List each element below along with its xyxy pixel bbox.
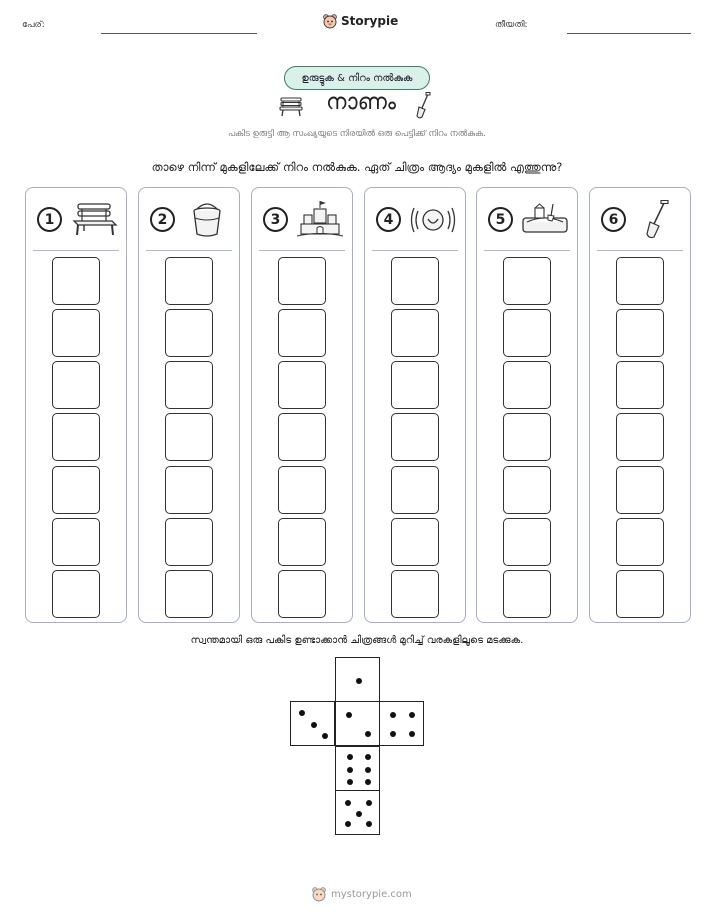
dice-pip (409, 731, 415, 737)
dice-pip (356, 811, 362, 817)
dice-pip (347, 754, 353, 760)
dice-face-6 (335, 746, 380, 791)
color-box[interactable] (278, 257, 326, 305)
color-box[interactable] (391, 309, 439, 357)
date-line[interactable] (567, 33, 691, 34)
color-box[interactable] (503, 309, 551, 357)
color-box[interactable] (503, 257, 551, 305)
activity-tag (284, 66, 430, 90)
column-4 (364, 187, 466, 623)
sandbox-icon (521, 200, 569, 244)
dice-face-2 (335, 701, 380, 746)
color-box[interactable] (616, 518, 664, 566)
sandcastle-icon (296, 200, 344, 244)
color-box[interactable] (616, 361, 664, 409)
column-number: 2 (150, 207, 175, 232)
shovel-icon (634, 200, 682, 244)
color-box[interactable] (52, 413, 100, 461)
footer-url[interactable]: mystorypie.com (331, 888, 412, 900)
dice-pip (345, 800, 351, 806)
dice-pip (365, 779, 371, 785)
name-label: പേര്: (22, 20, 45, 30)
color-box[interactable] (503, 361, 551, 409)
brand-name: Storypie (341, 14, 399, 28)
dice-pip (409, 712, 415, 718)
date-label: തീയതി: (495, 20, 528, 30)
dice-pip (356, 678, 362, 684)
column-divider (372, 250, 458, 251)
color-box[interactable] (278, 413, 326, 461)
storypie-brand (322, 13, 398, 29)
column-6 (589, 187, 691, 623)
color-box[interactable] (165, 518, 213, 566)
color-box[interactable] (391, 413, 439, 461)
color-box[interactable] (391, 466, 439, 514)
dice-pip (347, 767, 353, 773)
bucket-icon (183, 200, 231, 244)
column-header (365, 188, 465, 250)
dice-face-3 (290, 701, 335, 746)
color-box[interactable] (278, 570, 326, 618)
color-box[interactable] (503, 570, 551, 618)
column-header (477, 188, 577, 250)
column-divider (146, 250, 232, 251)
column-header (252, 188, 352, 250)
column-divider (33, 250, 119, 251)
color-box[interactable] (616, 309, 664, 357)
dice-pip (390, 731, 396, 737)
color-box[interactable] (391, 257, 439, 305)
swing-ride-icon (409, 200, 457, 244)
dice-pip (365, 754, 371, 760)
color-box[interactable] (503, 466, 551, 514)
column-3 (251, 187, 353, 623)
color-box[interactable] (52, 361, 100, 409)
color-box[interactable] (616, 413, 664, 461)
color-box[interactable] (165, 361, 213, 409)
dice-pip (322, 733, 328, 739)
dice-instruction: സ്വന്തമായി ഒരു പകിട ഉണ്ടാക്കാൻ ചിത്രങ്ങൾ മുറിച്ച് വരകളിലൂടെ മടക്കുക. (190, 635, 524, 646)
worksheet-instruction: താഴെ നിന്ന് മുകളിലേക്ക് നിറം നൽകുക. ഏത് ചിത്രം ആദ്യം മുകളിൽ എത്തുന്നു? (151, 160, 563, 174)
color-box[interactable] (391, 518, 439, 566)
color-box[interactable] (52, 309, 100, 357)
color-box[interactable] (165, 570, 213, 618)
color-box[interactable] (52, 257, 100, 305)
column-divider (597, 250, 683, 251)
column-2 (138, 187, 240, 623)
storypie-mascot-icon (311, 886, 327, 902)
dice-pip (365, 767, 371, 773)
footer (311, 886, 412, 902)
dice-pip (345, 821, 351, 827)
dice-pip (311, 722, 317, 728)
color-box[interactable] (165, 413, 213, 461)
color-box[interactable] (165, 466, 213, 514)
column-header (139, 188, 239, 250)
color-box[interactable] (278, 518, 326, 566)
color-box[interactable] (278, 309, 326, 357)
color-box[interactable] (278, 466, 326, 514)
dice-pip (299, 710, 305, 716)
color-box[interactable] (165, 309, 213, 357)
column-number: 1 (37, 207, 62, 232)
dice-pip (366, 800, 372, 806)
color-box[interactable] (391, 361, 439, 409)
dice-pip (366, 821, 372, 827)
name-line[interactable] (101, 33, 257, 34)
bench-icon (278, 96, 304, 118)
column-header (590, 188, 690, 250)
bench-icon (70, 200, 118, 244)
column-1 (25, 187, 127, 623)
dice-face-1 (335, 657, 380, 702)
color-box[interactable] (616, 466, 664, 514)
color-box[interactable] (52, 570, 100, 618)
column-divider (484, 250, 570, 251)
dice-face-5 (335, 790, 380, 835)
column-header (26, 188, 126, 250)
color-box[interactable] (165, 257, 213, 305)
column-5 (476, 187, 578, 623)
color-box[interactable] (503, 518, 551, 566)
dice-pip (365, 731, 371, 737)
worksheet-title: നാണം (326, 90, 396, 115)
worksheet-subtitle: പകിട ഉരുട്ടി ആ സംഖ്യയുടെ നിരയിൽ ഒരു പെട്ടിക്ക് നിറം നൽകുക. (228, 129, 486, 139)
column-number: 5 (488, 207, 513, 232)
dice-pip (390, 712, 396, 718)
color-box[interactable] (616, 570, 664, 618)
color-box[interactable] (278, 361, 326, 409)
column-number: 4 (376, 207, 401, 232)
dice-pip (347, 779, 353, 785)
storypie-mascot-icon (322, 13, 338, 29)
column-divider (259, 250, 345, 251)
dice-face-4 (379, 701, 424, 746)
color-box[interactable] (52, 466, 100, 514)
dice-pip (346, 712, 352, 718)
color-box[interactable] (616, 257, 664, 305)
activity-tag-text: ഉരുട്ടുക & നിറം നൽകുക (301, 72, 413, 84)
color-box[interactable] (52, 518, 100, 566)
color-box[interactable] (503, 413, 551, 461)
column-number: 6 (601, 207, 626, 232)
column-number: 3 (263, 207, 288, 232)
shovel-icon (414, 92, 432, 120)
color-box[interactable] (391, 570, 439, 618)
